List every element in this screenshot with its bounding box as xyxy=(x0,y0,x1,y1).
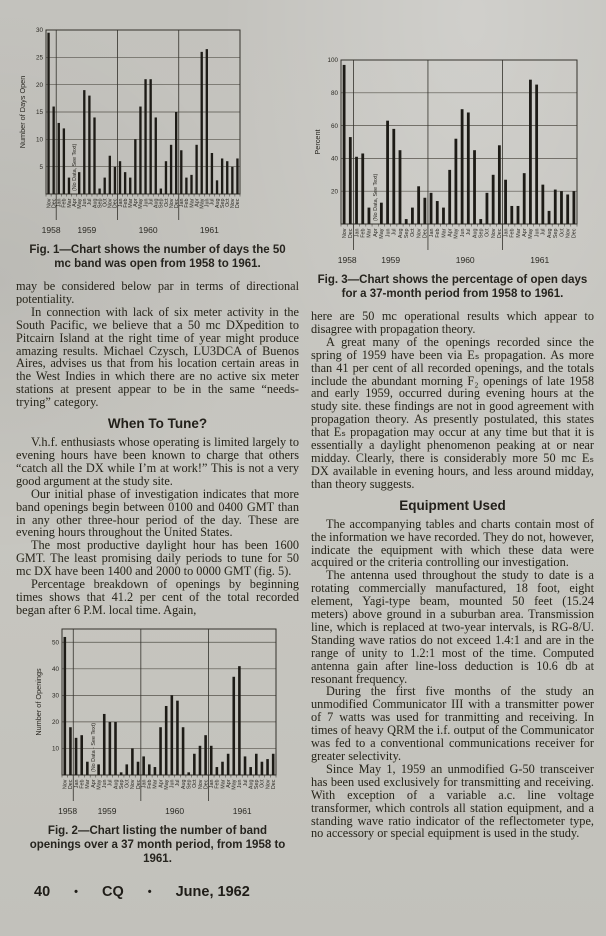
paragraph: The most productive daylight hour has been 1600 GMT. The least promising daily periods to tune for 50 mc DX have been 1400 and 2000 to 0000 GMT (fig. 5). xyxy=(16,538,299,579)
bar-Dec-37 xyxy=(236,158,238,194)
svg-text:Oct: Oct xyxy=(192,779,199,788)
bar-Mar-4 xyxy=(86,761,89,774)
bar-May-6 xyxy=(78,172,80,194)
year-label: 1958 xyxy=(41,225,61,235)
svg-text:25: 25 xyxy=(35,54,43,62)
bar-Jan-14 xyxy=(119,161,121,194)
bar-Jan-14 xyxy=(430,193,433,224)
svg-text:Sep: Sep xyxy=(478,228,485,239)
bar-Feb-3 xyxy=(80,735,83,775)
bar-Sep-10 xyxy=(98,189,100,194)
svg-text:Jan: Jan xyxy=(179,198,186,208)
svg-text:May: May xyxy=(528,228,535,239)
svg-text:Dec: Dec xyxy=(173,198,180,209)
svg-text:May: May xyxy=(138,198,145,209)
bar-Jun-19 xyxy=(461,109,464,224)
bar-Oct-23 xyxy=(165,161,167,194)
paragraph: V.h.f. enthusiasts whose operating is limited largely to evening hours have been known to charge that others “catch all the DX while I’m at work!” This is not a very good argument at the study site. xyxy=(16,435,299,488)
bullet-separator: • xyxy=(147,885,152,898)
svg-text:Jul: Jul xyxy=(148,198,155,206)
year-label: 1958 xyxy=(337,255,357,265)
paragraph: A great many of the openings recorded since the spring of 1959 have been via Eₛ propagation. As more than 41 per cent of all recorded openings, and the totals include the abundant morning F₂ openings of late 1958 and early 1959, occurred during evening hours at the study site. these findings are not in good agreement with propagation theory. As presently postulated, this states that Eₛ propagation may occur at any time but that it is essentially a daylight phenomenon peaking at or near midday. Clearly, there is considerably more 50 mc Eₛ DX available in evening hours, and less around midday, than theory suggests. xyxy=(311,334,594,491)
svg-text:50: 50 xyxy=(51,639,59,647)
svg-text:Dec: Dec xyxy=(348,228,355,239)
bar-Nov-0 xyxy=(343,65,346,224)
page-number: 40 xyxy=(34,883,51,900)
bar-Aug-9 xyxy=(399,150,402,224)
svg-text:Jun: Jun xyxy=(102,779,109,788)
svg-text:Feb: Feb xyxy=(79,779,86,789)
svg-text:Jan: Jan xyxy=(56,198,63,208)
svg-text:Sep: Sep xyxy=(186,779,193,789)
axes xyxy=(62,629,276,801)
magazine-title: CQ xyxy=(102,883,124,900)
svg-text:20: 20 xyxy=(35,81,43,89)
bar-Jul-32 xyxy=(541,185,544,224)
svg-text:Apr: Apr xyxy=(158,779,165,788)
svg-text:30: 30 xyxy=(51,692,59,700)
bar-Mar-16 xyxy=(442,208,445,224)
bar-Jan-26 xyxy=(504,180,507,224)
year-label: 1960 xyxy=(138,225,158,235)
equipment-used-text xyxy=(311,518,594,841)
svg-text:10: 10 xyxy=(51,745,59,753)
svg-text:Mar: Mar xyxy=(220,779,227,789)
svg-text:Jun: Jun xyxy=(204,198,211,208)
svg-text:60: 60 xyxy=(330,122,338,130)
bar-Oct-11 xyxy=(125,764,128,775)
bar-Feb-3 xyxy=(361,153,364,224)
paragraph: The antenna used throughout the study to date is a rotating commercially manufactured, 18 foot, eight element, Yagi-type beam, mounted 50 feet (15.24 meters) above ground in a suburban area. Transmission line, which is replaced at two-year intervals, is RG-8/U. Standing wave ratios do not exceed 1.4:1 and are in the range of unity to 1.2:1 most of the time. Computed antenna gain after line-loss deduction is 10.6 db at resonant frequency. xyxy=(311,568,594,686)
svg-text:Jun: Jun xyxy=(534,228,541,238)
bar-Jun-19 xyxy=(144,79,146,194)
svg-text:Mar: Mar xyxy=(366,228,373,238)
svg-text:Mar: Mar xyxy=(515,228,522,238)
svg-text:Nov: Nov xyxy=(130,779,137,789)
bar-Dec-25 xyxy=(204,735,207,775)
bar-Nov-12 xyxy=(109,156,111,194)
bar-Sep-34 xyxy=(255,754,258,775)
svg-text:Oct: Oct xyxy=(225,198,232,207)
svg-text:Aug: Aug xyxy=(214,198,221,209)
paragraph: Our initial phase of investigation indicates that more band openings begin between 0100 and 0400 GMT than in any other three-hour period of the day. These are evening hours throughout the United States. xyxy=(16,486,299,540)
when-to-tune-heading: When To Tune? xyxy=(107,416,208,432)
bar-Nov-12 xyxy=(131,748,134,775)
svg-text:May: May xyxy=(163,779,170,790)
bar-Sep-22 xyxy=(160,189,162,194)
bar-May-6 xyxy=(380,203,383,224)
svg-text:Jan: Jan xyxy=(354,228,361,238)
bar-Jan-26 xyxy=(210,746,213,775)
bar-Nov-36 xyxy=(231,167,233,194)
paragraph: may be considered below par in terms of directional potentiality. xyxy=(16,279,299,306)
svg-text:Oct: Oct xyxy=(410,228,417,237)
no-data-note: (No Data - See Text) xyxy=(90,722,97,772)
bar-Dec-1 xyxy=(52,107,54,194)
fig1-caption: Fig. 1—Chart shows the number of days the 50 mc band was open from 1958 to 1961. xyxy=(29,244,286,270)
bar-Dec-1 xyxy=(69,727,72,775)
svg-text:Feb: Feb xyxy=(360,228,367,238)
fig3-caption: Fig. 3—Chart shows the percentage of open days for a 37-month period from 1958 to 1961. xyxy=(317,274,588,300)
bar-Mar-4 xyxy=(368,208,371,224)
svg-text:Aug: Aug xyxy=(153,198,160,209)
bar-Dec-25 xyxy=(175,112,177,194)
svg-text:Nov: Nov xyxy=(565,228,572,239)
bar-Aug-33 xyxy=(249,767,252,775)
y-axis-title: Percent xyxy=(313,129,322,155)
no-data-note: (No Data, See Text) xyxy=(372,173,379,221)
svg-text:Dec: Dec xyxy=(422,228,429,239)
y-axis-title: Number of Days Open xyxy=(18,75,27,149)
bar-Nov-24 xyxy=(199,746,202,775)
fig2-band-openings-bar-chart xyxy=(32,621,282,819)
svg-text:Dec: Dec xyxy=(571,228,578,239)
svg-text:Oct: Oct xyxy=(559,228,566,237)
svg-text:5: 5 xyxy=(39,163,43,171)
bar-Jun-7 xyxy=(103,714,106,775)
svg-text:20: 20 xyxy=(51,718,59,726)
svg-text:Dec: Dec xyxy=(235,198,242,209)
left-intro-text xyxy=(16,280,299,409)
bar-May-6 xyxy=(97,764,100,775)
svg-text:Jul: Jul xyxy=(540,228,547,236)
y-axis-title: Number of Openings xyxy=(34,668,43,736)
svg-text:Feb: Feb xyxy=(214,779,221,789)
svg-text:20: 20 xyxy=(330,188,338,196)
bar-Nov-36 xyxy=(566,194,569,224)
svg-text:Nov: Nov xyxy=(197,779,204,789)
svg-text:100: 100 xyxy=(327,57,338,65)
svg-text:Feb: Feb xyxy=(184,198,191,208)
bar-Nov-0 xyxy=(47,33,49,194)
bar-Dec-37 xyxy=(572,191,575,224)
paragraph: The accompanying tables and charts contain most of the information we have recorded. They do not, however, indicate the equipment with which these data were acquired or the criteria controlling our investigation. xyxy=(311,516,594,570)
year-label: 1961 xyxy=(232,805,252,816)
svg-text:Mar: Mar xyxy=(441,228,448,238)
paragraph: In connection with lack of six meter activity in the South Pacific, we believe that a 50 mc DXpedition to Pitcairn Island at the right time of year might produce amazing results. Michael Czysch, LU3DCA of Buenos Aires, advises us that from his location certain areas in the West Indies in which there are no active six meter stations at present appear to be in the same “needs-trying” category. xyxy=(16,304,299,410)
bar-Mar-16 xyxy=(129,178,131,194)
bar-Aug-9 xyxy=(93,117,95,194)
svg-text:Nov: Nov xyxy=(265,779,272,789)
svg-text:Aug: Aug xyxy=(397,228,404,239)
equipment-used-heading: Equipment Used xyxy=(399,497,506,513)
bar-Aug-21 xyxy=(155,117,157,194)
bar-Feb-27 xyxy=(216,767,219,775)
bar-Feb-15 xyxy=(148,764,151,775)
bar-Sep-34 xyxy=(221,158,223,194)
bar-Mar-28 xyxy=(190,175,192,194)
svg-text:Sep: Sep xyxy=(254,779,261,789)
svg-text:Jul: Jul xyxy=(242,779,249,787)
svg-text:May: May xyxy=(199,198,206,209)
bar-Feb-27 xyxy=(510,206,513,224)
bar-Aug-33 xyxy=(216,180,218,194)
svg-text:Dec: Dec xyxy=(497,228,504,239)
bar-May-30 xyxy=(232,677,235,775)
svg-text:Apr: Apr xyxy=(71,198,78,207)
svg-text:Feb: Feb xyxy=(435,228,442,238)
bar-Oct-11 xyxy=(411,208,414,224)
bar-Sep-10 xyxy=(120,772,123,775)
bar-Feb-15 xyxy=(124,172,126,194)
svg-text:Nov: Nov xyxy=(490,228,497,239)
paragraph: here are 50 mc operational results which appear to disagree with propagation theory. xyxy=(311,309,594,336)
svg-text:Nov: Nov xyxy=(230,198,237,209)
issue-date: June, 1962 xyxy=(175,883,250,900)
bar-Jan-14 xyxy=(142,756,145,775)
svg-text:Dec: Dec xyxy=(51,198,58,209)
svg-text:Feb: Feb xyxy=(509,228,516,238)
svg-text:Jul: Jul xyxy=(466,228,473,236)
svg-text:Nov: Nov xyxy=(168,198,175,209)
svg-text:Sep: Sep xyxy=(404,228,411,239)
svg-text:Jun: Jun xyxy=(385,228,392,238)
svg-text:Apr: Apr xyxy=(372,228,379,237)
bar-May-30 xyxy=(529,80,532,224)
bar-Jun-31 xyxy=(535,85,538,224)
bar-Mar-28 xyxy=(221,761,224,774)
bar-Oct-35 xyxy=(261,761,264,774)
bar-Dec-25 xyxy=(498,145,501,224)
svg-text:Jun: Jun xyxy=(169,779,176,788)
svg-text:Apr: Apr xyxy=(225,779,232,788)
svg-text:Aug: Aug xyxy=(113,779,120,789)
bar-Nov-36 xyxy=(266,759,269,775)
svg-text:Mar: Mar xyxy=(85,779,92,789)
figure-2 xyxy=(16,621,299,866)
svg-text:Jan: Jan xyxy=(117,198,124,208)
svg-text:Mar: Mar xyxy=(66,198,73,208)
bar-Jul-20 xyxy=(149,79,151,194)
svg-text:15: 15 xyxy=(35,109,43,117)
svg-text:Aug: Aug xyxy=(546,228,553,239)
svg-text:Nov: Nov xyxy=(416,228,423,239)
svg-text:Jan: Jan xyxy=(141,779,148,788)
bar-Apr-17 xyxy=(134,139,136,194)
bar-Apr-29 xyxy=(195,145,197,194)
bullet-separator: • xyxy=(74,885,78,898)
year-label: 1961 xyxy=(199,225,219,235)
fig3-percent-open-bar-chart xyxy=(311,52,583,268)
bar-Feb-27 xyxy=(185,178,187,194)
bar-Jul-8 xyxy=(109,722,112,775)
svg-text:Nov: Nov xyxy=(46,198,53,209)
bar-Apr-29 xyxy=(227,754,230,775)
svg-text:Jun: Jun xyxy=(143,198,150,208)
year-label: 1960 xyxy=(165,805,185,816)
bar-Sep-22 xyxy=(187,772,190,775)
svg-text:Apr: Apr xyxy=(90,779,97,788)
bar-Nov-24 xyxy=(492,175,495,224)
svg-text:Apr: Apr xyxy=(522,228,529,237)
bar-Sep-34 xyxy=(554,190,557,224)
paragraph: Percentage breakdown of openings by beginning times shows that 41.2 per cent of the total recorded began after 6 P.M. local time. Again, xyxy=(16,577,299,617)
fig1-days-open-bar-chart xyxy=(16,22,246,238)
bar-Jul-20 xyxy=(176,700,179,774)
svg-text:Dec: Dec xyxy=(68,779,75,789)
svg-text:Mar: Mar xyxy=(128,198,135,208)
svg-text:Aug: Aug xyxy=(180,779,187,789)
svg-text:Nov: Nov xyxy=(341,228,348,239)
svg-text:30: 30 xyxy=(35,27,43,35)
svg-text:Jul: Jul xyxy=(87,198,94,206)
svg-text:Oct: Oct xyxy=(259,779,266,788)
bar-Jun-19 xyxy=(171,695,174,775)
bar-Nov-0 xyxy=(64,637,67,775)
paragraph: During the first five months of the study an unmodified Communicator III with a transmitter power of 7 watts was used for tranmitting and receiving. In times of heavy QRM the i.f. output of the Communicator was fed to a conventional communications receiver for greater selectivity. xyxy=(311,684,594,763)
bar-Jul-32 xyxy=(211,153,213,194)
figure-1 xyxy=(16,22,299,271)
bar-Mar-16 xyxy=(154,767,157,775)
bar-Jun-31 xyxy=(238,666,241,775)
fig2-caption: Fig. 2—Chart listing the number of band openings over a 37 month period, from 1958 to 1961. xyxy=(29,824,286,865)
svg-text:Aug: Aug xyxy=(92,198,99,209)
bar-Jan-26 xyxy=(180,150,182,194)
svg-text:Jun: Jun xyxy=(459,228,466,238)
svg-text:May: May xyxy=(453,228,460,239)
bar-Jul-8 xyxy=(392,129,395,224)
bar-Feb-3 xyxy=(63,128,65,194)
gridlines xyxy=(341,60,577,191)
svg-text:Mar: Mar xyxy=(152,779,159,789)
bar-Nov-12 xyxy=(417,186,420,224)
bar-Jun-7 xyxy=(386,121,389,224)
bar-Dec-13 xyxy=(137,761,140,774)
year-label: 1960 xyxy=(455,255,475,265)
right-column xyxy=(311,22,594,936)
left-column xyxy=(16,22,299,936)
bar-Apr-17 xyxy=(159,727,162,775)
svg-text:Sep: Sep xyxy=(553,228,560,239)
bar-Oct-23 xyxy=(193,754,196,775)
year-label: 1959 xyxy=(97,805,117,816)
svg-text:Nov: Nov xyxy=(107,198,114,209)
bar-Dec-13 xyxy=(114,167,116,194)
svg-text:Jun: Jun xyxy=(82,198,89,208)
bar-Mar-28 xyxy=(517,206,520,224)
bar-Aug-33 xyxy=(548,211,551,224)
svg-text:Sep: Sep xyxy=(118,779,125,789)
svg-text:Apr: Apr xyxy=(133,198,140,207)
svg-text:Dec: Dec xyxy=(135,779,142,789)
bar-Feb-15 xyxy=(436,201,439,224)
bar-Aug-21 xyxy=(182,727,185,775)
svg-text:Oct: Oct xyxy=(124,779,131,788)
svg-text:Jan: Jan xyxy=(503,228,510,238)
svg-text:Aug: Aug xyxy=(472,228,479,239)
bar-Aug-9 xyxy=(114,722,117,775)
svg-text:Sep: Sep xyxy=(97,198,104,209)
svg-text:Jan: Jan xyxy=(428,228,435,238)
svg-text:10: 10 xyxy=(35,136,43,144)
bar-Sep-10 xyxy=(405,219,408,224)
svg-text:Sep: Sep xyxy=(158,198,165,209)
svg-text:80: 80 xyxy=(330,90,338,97)
svg-text:Jul: Jul xyxy=(391,228,398,236)
figure-3 xyxy=(311,52,594,301)
bar-May-30 xyxy=(201,52,203,194)
bar-Jan-2 xyxy=(58,123,60,194)
bar-Oct-35 xyxy=(560,191,563,224)
svg-text:Jul: Jul xyxy=(175,779,182,787)
bar-Oct-23 xyxy=(486,193,489,224)
svg-text:Jul: Jul xyxy=(209,198,216,206)
bar-Oct-11 xyxy=(104,178,106,194)
paragraph: Since May 1, 1959 an unmodified G-50 transceiver has been used exclusively for transmitting and receiving. With exception of a variable a.c. line voltage transformer, which controls all station equipment, and a standing wave ratio indicator of the reflectometer type, no accessory or special equipment is used in the study. xyxy=(311,761,594,841)
page-footer xyxy=(16,884,299,900)
svg-text:Oct: Oct xyxy=(102,198,109,207)
svg-text:Oct: Oct xyxy=(484,228,491,237)
svg-text:Dec: Dec xyxy=(270,779,277,789)
bar-Apr-29 xyxy=(523,173,526,224)
svg-text:Jan: Jan xyxy=(73,779,80,788)
bar-Jul-8 xyxy=(88,96,90,194)
svg-text:Jan: Jan xyxy=(209,779,216,788)
bar-Jun-7 xyxy=(83,90,85,194)
bar-May-18 xyxy=(165,706,168,775)
bar-Apr-17 xyxy=(448,170,451,224)
svg-text:40: 40 xyxy=(51,665,59,673)
svg-text:Apr: Apr xyxy=(447,228,454,237)
bar-Jan-2 xyxy=(355,157,358,224)
svg-text:May: May xyxy=(379,228,386,239)
bar-Mar-4 xyxy=(68,178,70,194)
bar-Dec-1 xyxy=(349,137,352,224)
svg-text:Apr: Apr xyxy=(194,198,201,207)
bar-Dec-37 xyxy=(272,754,275,775)
svg-text:Sep: Sep xyxy=(219,198,226,209)
bar-Jul-20 xyxy=(467,112,470,224)
svg-text:Feb: Feb xyxy=(147,779,154,789)
bar-May-18 xyxy=(139,107,141,194)
year-label: 1959 xyxy=(381,255,401,265)
bar-May-18 xyxy=(454,139,457,224)
svg-text:Aug: Aug xyxy=(248,779,255,789)
bar-Jul-32 xyxy=(244,756,247,775)
svg-text:Nov: Nov xyxy=(62,779,69,789)
svg-text:Feb: Feb xyxy=(122,198,129,208)
bar-Nov-24 xyxy=(170,145,172,194)
svg-text:May: May xyxy=(231,779,238,790)
svg-text:Feb: Feb xyxy=(61,198,68,208)
bar-Dec-13 xyxy=(423,198,426,224)
svg-text:Dec: Dec xyxy=(203,779,210,789)
svg-text:Jun: Jun xyxy=(237,779,244,788)
year-label: 1958 xyxy=(58,805,78,816)
bar-Aug-21 xyxy=(473,150,476,224)
bar-Oct-35 xyxy=(226,161,228,194)
svg-text:May: May xyxy=(96,779,103,790)
svg-text:May: May xyxy=(76,198,83,209)
year-label: 1961 xyxy=(530,255,550,265)
year-label: 1959 xyxy=(77,225,97,235)
svg-text:Oct: Oct xyxy=(163,198,170,207)
svg-text:Dec: Dec xyxy=(112,198,119,209)
svg-text:Jul: Jul xyxy=(107,779,114,787)
bar-Jun-31 xyxy=(206,49,208,194)
no-data-note: (No Data, See Text) xyxy=(71,143,78,191)
bar-Jan-2 xyxy=(75,738,78,775)
right-intro-text xyxy=(311,310,594,491)
svg-text:40: 40 xyxy=(330,155,338,163)
bar-Sep-22 xyxy=(479,219,482,224)
when-to-tune-text xyxy=(16,436,299,617)
svg-text:Mar: Mar xyxy=(189,198,196,208)
